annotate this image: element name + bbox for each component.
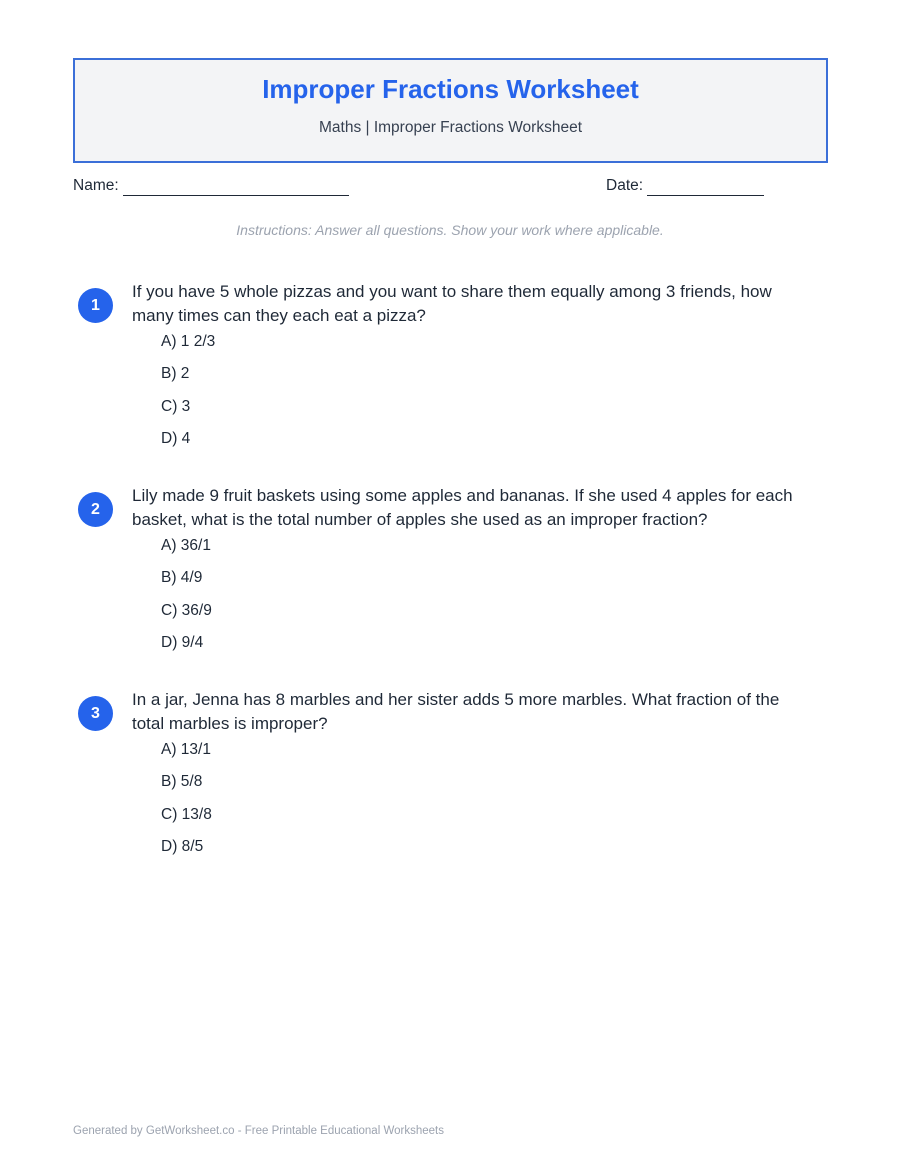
- option-d: D) 8/5: [161, 837, 204, 855]
- option-c: C) 3: [161, 397, 191, 415]
- question-text: If you have 5 whole pizzas and you want to share them equally among 3 friends, how many times can they each eat a pizza?: [132, 282, 772, 325]
- question-number-badge: 2: [78, 492, 113, 527]
- date-field: [606, 176, 764, 196]
- option-d: D) 9/4: [161, 633, 204, 651]
- option-b: B) 2: [161, 365, 190, 383]
- answer-options: [161, 332, 215, 461]
- question-number-badge: 3: [78, 696, 113, 731]
- name-label: Name:: [73, 177, 119, 194]
- option-c: C) 13/8: [161, 805, 212, 823]
- name-blank-line: [123, 179, 349, 196]
- answer-options: [161, 740, 212, 869]
- page-title: Improper Fractions Worksheet: [262, 74, 639, 104]
- date-label: Date:: [606, 177, 644, 194]
- footer-credit: Generated by GetWorksheet.co - Free Printable Educational Worksheets: [73, 1125, 444, 1137]
- question-number-badge: 1: [78, 288, 113, 323]
- option-a: A) 36/1: [161, 537, 211, 554]
- instructions: Instructions: Answer all questions. Show your work where applicable.: [236, 222, 664, 238]
- option-a: A) 13/1: [161, 741, 211, 758]
- question-text: Lily made 9 fruit baskets using some apples and bananas. If she used 4 apples for each basket, what is the total number of apples she used as an improper fraction?: [132, 486, 793, 529]
- answer-options: [161, 536, 212, 665]
- option-a: A) 1 2/3: [161, 333, 216, 350]
- option-d: D) 4: [161, 429, 191, 447]
- option-b: B) 4/9: [161, 569, 203, 587]
- option-c: C) 36/9: [161, 601, 212, 619]
- name-field: [73, 176, 349, 196]
- worksheet-header: [73, 58, 828, 163]
- page-subtitle: Maths | Improper Fractions Worksheet: [318, 119, 583, 136]
- question-text: In a jar, Jenna has 8 marbles and her sister adds 5 more marbles. What fraction of the total marbles is improper?: [132, 690, 780, 733]
- date-blank-line: [647, 179, 764, 196]
- option-b: B) 5/8: [161, 773, 203, 791]
